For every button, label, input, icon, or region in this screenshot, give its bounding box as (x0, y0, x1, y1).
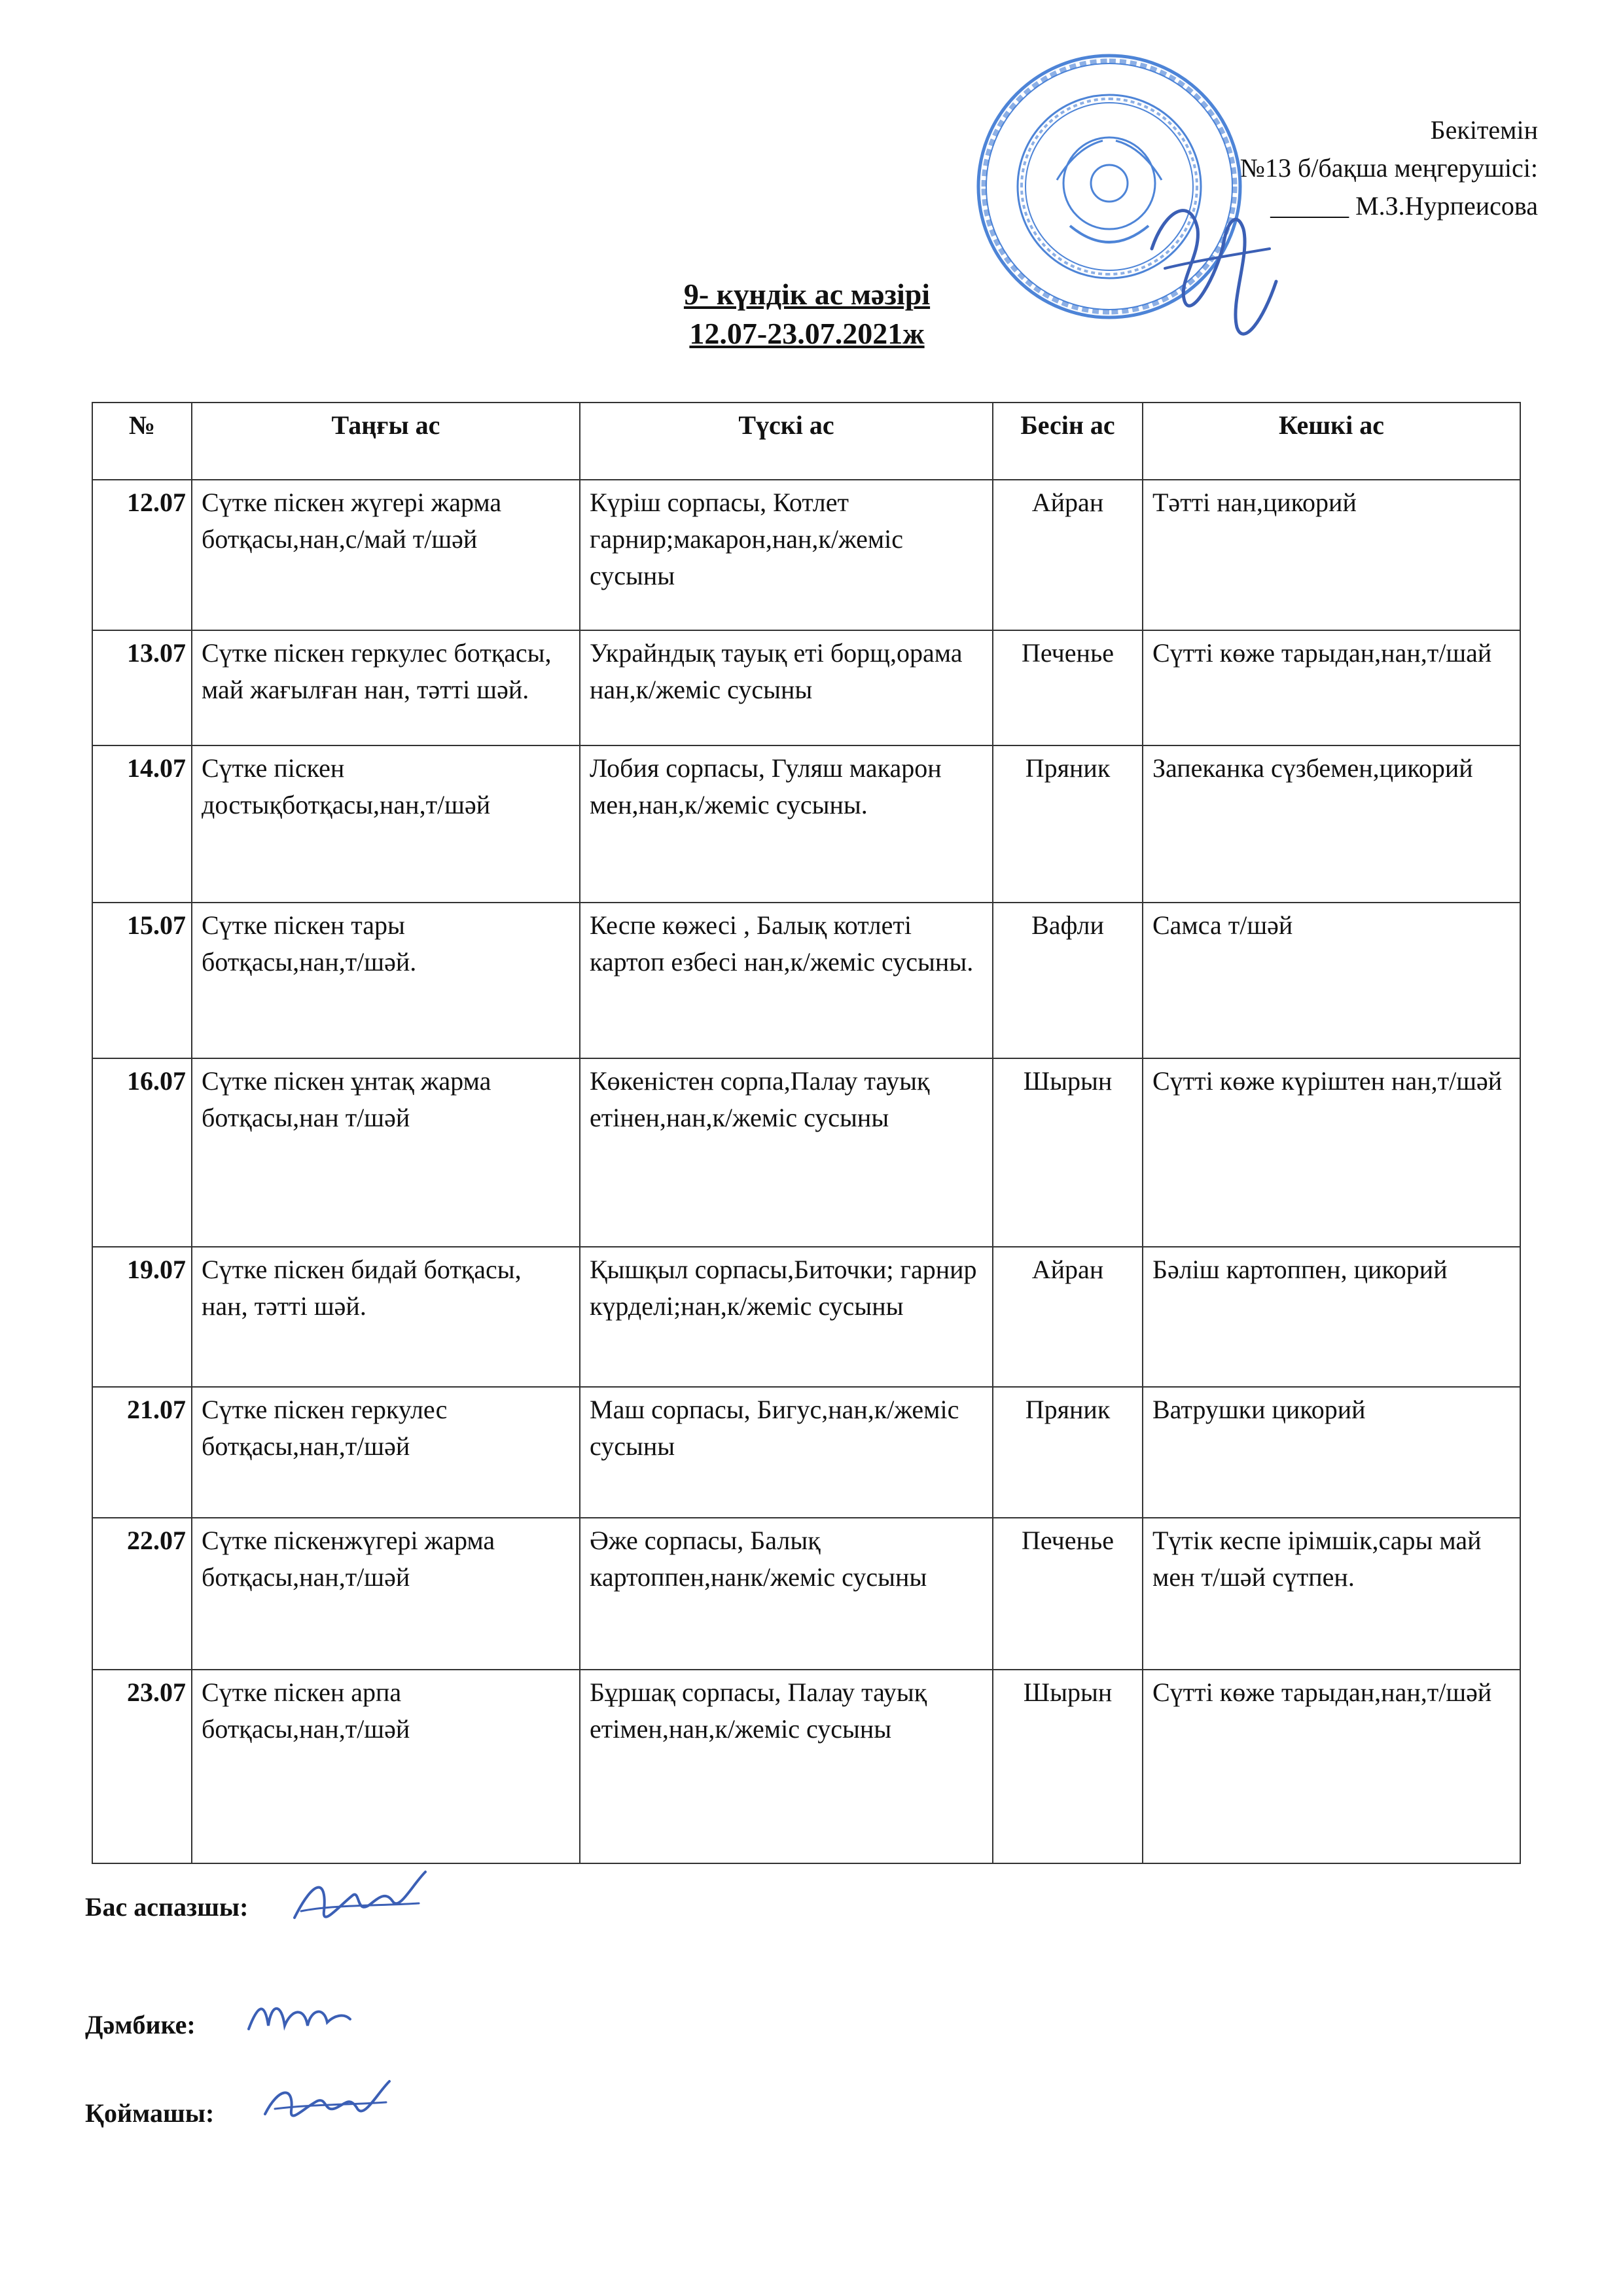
row-snack: Вафли (993, 903, 1143, 1058)
row-date: 15.07 (92, 903, 192, 1058)
row-snack: Шырын (993, 1670, 1143, 1863)
menu-table (92, 402, 1521, 1864)
table-row (92, 1518, 1520, 1670)
row-date: 14.07 (92, 745, 192, 903)
chef-signature-label: Бас аспазшы: (85, 1892, 249, 1922)
row-date: 21.07 (92, 1387, 192, 1518)
chef-signature-icon (288, 1865, 432, 1937)
row-snack: Шырын (993, 1058, 1143, 1247)
row-dinner: Бәліш картоппен, цикорий (1143, 1247, 1520, 1387)
row-lunch: Көкеністен сорпа,Палау тауық етінен,нан,к/жеміс сусыны (580, 1058, 993, 1247)
row-breakfast: Сүтке піскен ұнтақ жарма ботқасы,нан т/шәй (192, 1058, 580, 1247)
table-row (92, 480, 1520, 630)
row-dinner: Сүтті көже күріштен нан,т/шәй (1143, 1058, 1520, 1247)
header-dinner: Кешкі ас (1143, 403, 1520, 480)
nurse-signature-label: Дәмбике: (85, 2010, 196, 2039)
row-dinner: Түтік кеспе ірімшік,сары май мен т/шәй сүтпен. (1143, 1518, 1520, 1670)
row-breakfast: Сүтке піскен геркулес ботқасы, май жағылған нан, тәтті шәй. (192, 630, 580, 745)
table-row (92, 1670, 1520, 1863)
approval-line-2: №13 б/бақша меңгерушісі: (1240, 153, 1538, 183)
row-lunch: Кеспе көжесі , Балық котлеті картоп езбесі нан,к/жеміс сусыны. (580, 903, 993, 1058)
row-snack: Айран (993, 480, 1143, 630)
header-breakfast: Таңғы ас (192, 403, 580, 480)
row-snack: Айран (993, 1247, 1143, 1387)
row-lunch: Қышқыл сорпасы,Биточки; гарнир күрделі;нан,к/жеміс сусыны (580, 1247, 993, 1387)
row-lunch: Әже сорпасы, Балық картоппен,нанк/жеміс сусыны (580, 1518, 993, 1670)
menu-title (0, 275, 1623, 353)
row-dinner: Сүтті көже тарыдан,нан,т/шай (1143, 630, 1520, 745)
header-snack: Бесін ас (993, 403, 1143, 480)
row-date: 23.07 (92, 1670, 192, 1863)
row-dinner: Ватрушки цикорий (1143, 1387, 1520, 1518)
row-dinner: Запеканка сүзбемен,цикорий (1143, 745, 1520, 903)
row-dinner: Тәтті нан,цикорий (1143, 480, 1520, 630)
row-date: 22.07 (92, 1518, 192, 1670)
row-breakfast: Сүтке піскен тары ботқасы,нан,т/шәй. (192, 903, 580, 1058)
storekeeper-signature-icon (259, 2068, 396, 2140)
row-lunch: Маш сорпасы, Бигус,нан,к/жеміс сусыны (580, 1387, 993, 1518)
row-snack: Пряник (993, 745, 1143, 903)
row-breakfast: Сүтке піскен достықботқасы,нан,т/шәй (192, 745, 580, 903)
row-date: 19.07 (92, 1247, 192, 1387)
table-header-row (92, 403, 1520, 480)
menu-title-line-2: 12.07-23.07.2021ж (689, 317, 925, 350)
table-row (92, 745, 1520, 903)
row-dinner: Самса т/шәй (1143, 903, 1520, 1058)
header-number: № (92, 403, 192, 480)
table-row (92, 903, 1520, 1058)
row-snack: Печенье (993, 1518, 1143, 1670)
nurse-signature-icon (242, 1990, 353, 2042)
row-breakfast: Сүтке піскен геркулес ботқасы,нан,т/шәй (192, 1387, 580, 1518)
table-row (92, 1058, 1520, 1247)
row-lunch: Бұршақ сорпасы, Палау тауық етімен,нан,к/жеміс сусыны (580, 1670, 993, 1863)
row-breakfast: Сүтке піскен арпа ботқасы,нан,т/шәй (192, 1670, 580, 1863)
table-row (92, 1387, 1520, 1518)
row-date: 12.07 (92, 480, 192, 630)
row-date: 13.07 (92, 630, 192, 745)
row-breakfast: Сүтке піскен бидай ботқасы, нан, тәтті шәй. (192, 1247, 580, 1387)
row-date: 16.07 (92, 1058, 192, 1247)
row-lunch: Украйндық тауық еті борщ,орама нан,к/жеміс сусыны (580, 630, 993, 745)
row-breakfast: Сүтке піскенжүгері жарма ботқасы,нан,т/шәй (192, 1518, 580, 1670)
approval-line-3: ______ М.З.Нурпеисова (1270, 191, 1538, 221)
row-snack: Печенье (993, 630, 1143, 745)
menu-title-line-1: 9- күндік ас мәзірі (683, 278, 931, 311)
approval-line-1: Бекітемін (1430, 115, 1538, 145)
row-snack: Пряник (993, 1387, 1143, 1518)
table-row (92, 630, 1520, 745)
row-breakfast: Сүтке піскен жүгері жарма ботқасы,нан,с/май т/шәй (192, 480, 580, 630)
table-row (92, 1247, 1520, 1387)
row-lunch: Күріш сорпасы, Котлет гарнир;макарон,нан,к/жеміс сусыны (580, 480, 993, 630)
row-lunch: Лобия сорпасы, Гуляш макарон мен,нан,к/жеміс сусыны. (580, 745, 993, 903)
row-dinner: Сүтті көже тарыдан,нан,т/шәй (1143, 1670, 1520, 1863)
header-lunch: Түскі ас (580, 403, 993, 480)
storekeeper-signature-label: Қоймашы: (85, 2098, 215, 2128)
